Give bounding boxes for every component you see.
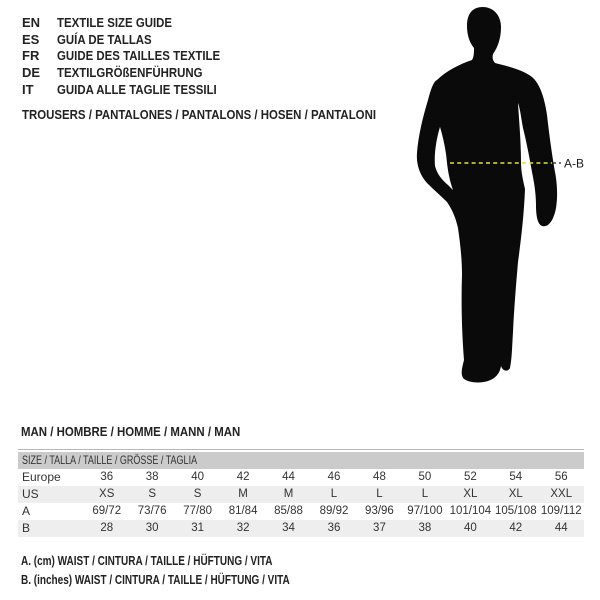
language-row-es bbox=[22, 32, 242, 49]
size-cell: 69/72 bbox=[92, 505, 122, 517]
man-silhouette-shape bbox=[417, 7, 557, 383]
row-label: B bbox=[22, 521, 31, 535]
size-cell: L bbox=[376, 488, 383, 500]
size-cell: 101/104 bbox=[449, 505, 492, 517]
size-cell: 54 bbox=[509, 471, 523, 483]
size-cell: 97/100 bbox=[407, 505, 443, 517]
size-cell: 32 bbox=[236, 522, 250, 534]
size-cell: L bbox=[330, 488, 338, 500]
language-label: TEXTILE SIZE GUIDE bbox=[57, 15, 173, 30]
language-row-it bbox=[22, 82, 242, 99]
language-row-en bbox=[22, 15, 242, 32]
table-row-b-inches bbox=[18, 520, 584, 537]
size-cell: 40 bbox=[191, 471, 205, 483]
size-cell: XS bbox=[99, 488, 115, 500]
size-cell: 77/80 bbox=[183, 505, 213, 517]
man-silhouette-svg bbox=[390, 0, 600, 420]
size-cell: S bbox=[148, 488, 157, 500]
size-cell: 46 bbox=[327, 471, 341, 483]
language-label: GUIDE DES TAILLES TEXTILE bbox=[57, 48, 221, 64]
size-cell: XL bbox=[508, 488, 523, 500]
footnote-b-text: B. (inches) WAIST / CINTURA / TAILLE / HÜFTUNG / VITA bbox=[21, 573, 290, 587]
language-label: GUIDA ALLE TAGLIE TESSILI bbox=[57, 81, 217, 97]
footnote-b bbox=[21, 571, 357, 590]
table-row-us bbox=[18, 486, 584, 503]
language-code: DE bbox=[22, 65, 41, 81]
size-cell: 28 bbox=[100, 522, 114, 534]
language-code: FR bbox=[22, 48, 40, 64]
language-list bbox=[22, 15, 242, 98]
size-cell: 42 bbox=[236, 471, 250, 483]
row-label: A bbox=[22, 504, 31, 518]
measure-label: A-B bbox=[564, 156, 585, 171]
table-header bbox=[18, 452, 584, 469]
size-cell: 44 bbox=[282, 471, 295, 483]
language-label: GUÍA DE TALLAS bbox=[57, 31, 152, 47]
language-label: TEXTILGRÖßENFÜHRUNG bbox=[57, 65, 203, 81]
language-row-de bbox=[22, 65, 242, 82]
section-title-text: MAN / HOMBRE / HOMME / MANN / MAN bbox=[21, 424, 241, 439]
table-top-rule bbox=[18, 449, 584, 450]
size-cell: 105/108 bbox=[495, 505, 537, 517]
size-cell: 56 bbox=[554, 471, 568, 483]
row-label: US bbox=[22, 487, 39, 501]
size-cell: 37 bbox=[373, 522, 386, 534]
size-cell: XXL bbox=[550, 488, 573, 500]
size-cell: 38 bbox=[145, 471, 159, 483]
garment-title bbox=[22, 107, 424, 122]
size-cell: M bbox=[283, 488, 294, 500]
size-cell: 40 bbox=[463, 522, 477, 534]
footnote-a-text: A. (cm) WAIST / CINTURA / TAILLE / HÜFTUNG / VITA bbox=[21, 554, 273, 568]
language-code: ES bbox=[22, 31, 40, 47]
man-silhouette-figure bbox=[390, 0, 600, 420]
language-row-fr bbox=[22, 48, 242, 65]
size-cell: 73/76 bbox=[137, 505, 167, 517]
size-cell: 50 bbox=[418, 471, 432, 483]
size-cell: XL bbox=[463, 488, 478, 500]
section-title bbox=[21, 424, 270, 439]
size-table bbox=[18, 449, 584, 537]
size-cell: L bbox=[421, 488, 429, 500]
size-cell: 109/112 bbox=[540, 505, 582, 517]
table-header-text: SIZE / TALLA / TAILLE / GRÖSSE / TAGLIA bbox=[22, 453, 198, 467]
footnote-a bbox=[21, 552, 357, 571]
size-cell: 30 bbox=[145, 522, 159, 534]
footnotes bbox=[21, 552, 357, 590]
language-code: EN bbox=[22, 15, 41, 30]
size-cell: 42 bbox=[509, 522, 523, 534]
size-cell: 48 bbox=[373, 471, 386, 483]
size-cell: 89/92 bbox=[319, 505, 349, 517]
garment-title-text: TROUSERS / PANTALONES / PANTALONS / HOSEN / PANTALONI bbox=[22, 107, 377, 122]
size-cell: S bbox=[193, 488, 202, 500]
size-cell: 44 bbox=[554, 522, 568, 534]
size-cell: 36 bbox=[327, 522, 341, 534]
size-cell: 31 bbox=[191, 522, 205, 534]
size-cell: 38 bbox=[418, 522, 432, 534]
row-label: Europe bbox=[22, 470, 61, 484]
size-cell: 93/96 bbox=[365, 505, 394, 517]
language-code: IT bbox=[22, 81, 34, 97]
size-cell: 81/84 bbox=[228, 505, 258, 517]
size-cell: 36 bbox=[100, 471, 114, 483]
size-cell: 34 bbox=[282, 522, 295, 534]
size-cell: 85/88 bbox=[274, 505, 303, 517]
size-cell: 52 bbox=[463, 471, 477, 483]
size-cell: M bbox=[238, 488, 248, 500]
table-row-a-cm bbox=[18, 503, 584, 520]
table-row-europe bbox=[18, 469, 584, 486]
